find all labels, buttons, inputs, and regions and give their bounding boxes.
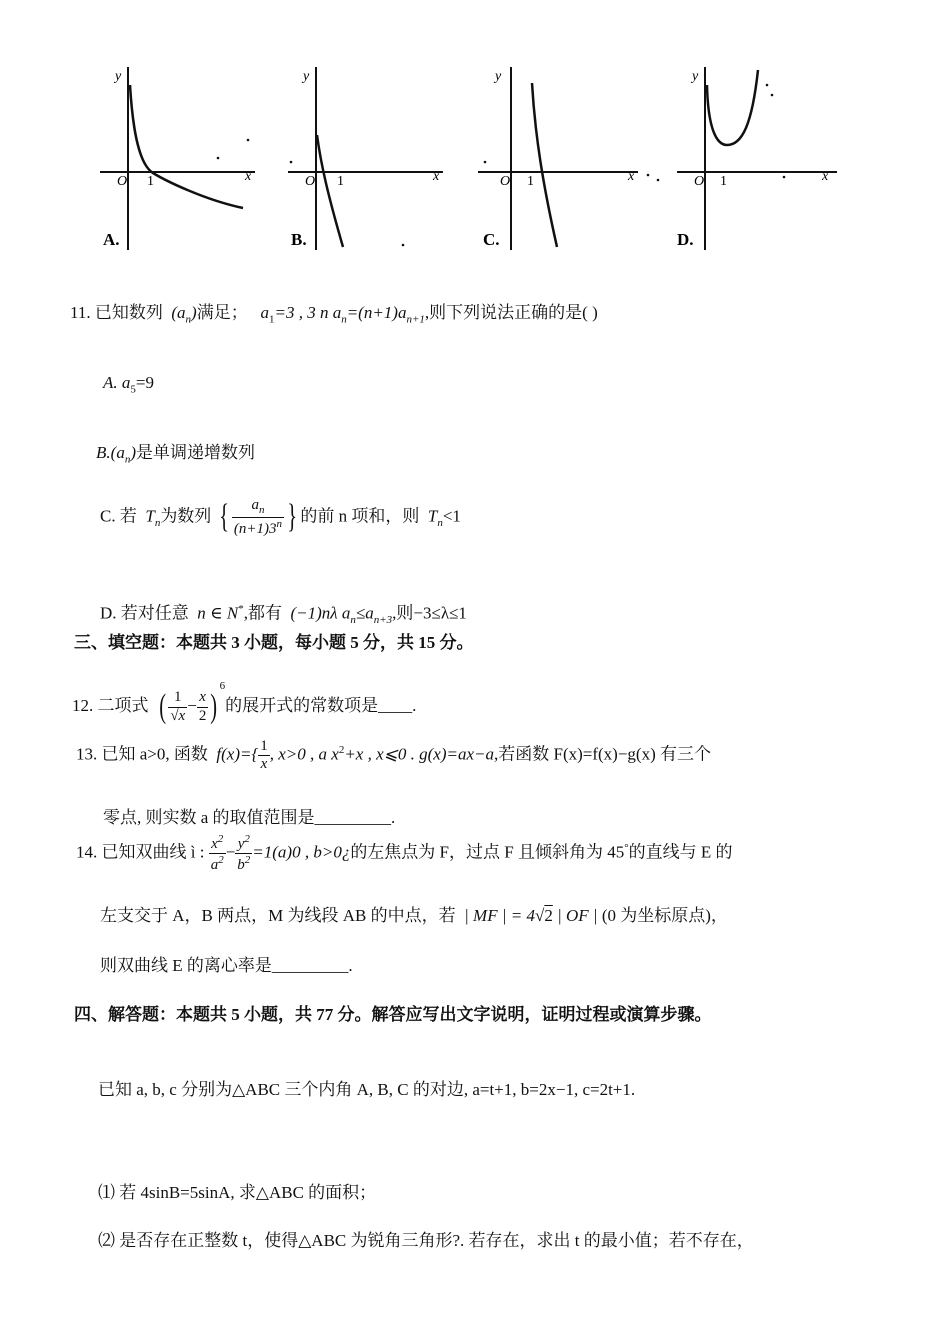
q15-stem: 已知 a, b, c 分别为△ABC 三个内角 A, B, C 的对边, a=t+1, b=2x−1, c=2t+1. xyxy=(98,1080,636,1099)
graph-C-origin: O xyxy=(500,174,511,189)
section-3-heading: 三、填空题：本题共 3 小题，每小题 5 分，共 15 分。 xyxy=(74,633,474,652)
q14-line3: 则双曲线 E 的离心率是_________. xyxy=(100,956,353,975)
graph-A-tick: 1 xyxy=(147,174,154,189)
graph-B-x: x xyxy=(433,169,440,184)
graph-C-y: y xyxy=(495,69,502,84)
graph-C-x: x xyxy=(628,169,635,184)
graph-C-tick: 1 xyxy=(527,174,534,189)
graph-B-origin: O xyxy=(305,174,316,189)
graph-B xyxy=(283,55,453,255)
graph-D-tick: 1 xyxy=(720,174,727,189)
graph-A-label: A. xyxy=(103,230,120,249)
graph-D-origin: O xyxy=(694,174,705,189)
q11-option-c: C. 若 $T_n$为数列 { $\frac{a_n}{(n+1)3^n}$ } 的前 n 项和，则 $T_n<1$ xyxy=(100,497,461,537)
q13-line2: 零点, 则实数 a 的取值范围是_________. xyxy=(103,808,396,827)
graph-D-y: y xyxy=(692,69,699,84)
graph-D-x: x xyxy=(822,169,829,184)
graph-D xyxy=(672,55,847,255)
q15-part2: ⑵ 是否存在正整数 t，使得△ABC 为锐角三角形?. 若存在，求出 t 的最小值；若不存在， xyxy=(98,1231,754,1250)
graph-B-label: B. xyxy=(291,230,307,249)
graph-C xyxy=(473,55,673,255)
q14-line2: 左支交于 A，B 两点，M 为线段 AB 的中点，若 | MF | = 4√2 | OF | (0 为坐标原点)， xyxy=(100,906,728,925)
q11-option-a: A. $a_5=9$ xyxy=(103,373,154,396)
q14: 14. 已知双曲线 ì : $\frac{x^2}{a^2}$ − $\frac{y^2}{b^2}$ =1(a)0 , b>0¿的左焦点为 F，过点 F 且倾斜角为 45°的直线与 E 的 xyxy=(76,833,733,874)
q11-stem: 11. 已知数列 $(a_n)$满足； $a_1=3$ , 3 n $a_n=(n+1)a_{n+1}$,则下列说法正确的是( ) xyxy=(70,303,598,326)
q12: 12. 二项式 ( $\frac{1}{√x}$ − $\frac{x}{2}$ )$^6$的展开式的常数项是____. xyxy=(72,680,417,726)
graph-C-label: C. xyxy=(483,230,500,249)
section-4-heading: 四、解答题：本题共 5 小题，共 77 分。解答应写出文字说明，证明过程或演算步骤。 xyxy=(74,1005,712,1024)
q11-option-b: $B.(a_n)$是单调递增数列 xyxy=(96,443,255,466)
graph-B-y: y xyxy=(303,69,310,84)
q11-option-d: D. 若对任意 n ∈ N*,都有 (−1)nλ $a_n\le a_{n+3}$,则−3≤λ≤1 xyxy=(100,603,467,627)
graph-D-label: D. xyxy=(677,230,694,249)
q13: 13. 已知 a>0, 函数 f(x)={ $\frac{1}{x}$ , x>0 , a $x^2+x$ , x⩽0 . g(x)=ax−a,若函数 F(x)=f(x)−g(x) 有三个 xyxy=(76,738,712,773)
graph-B-tick: 1 xyxy=(337,174,344,189)
graph-A-origin: O xyxy=(117,174,128,189)
graph-A-y: y xyxy=(115,69,122,84)
q15-part1: ⑴ 若 4sinB=5sinA, 求△ABC 的面积； xyxy=(98,1183,377,1202)
graph-A xyxy=(95,55,265,255)
graph-A-x: x xyxy=(245,169,252,184)
